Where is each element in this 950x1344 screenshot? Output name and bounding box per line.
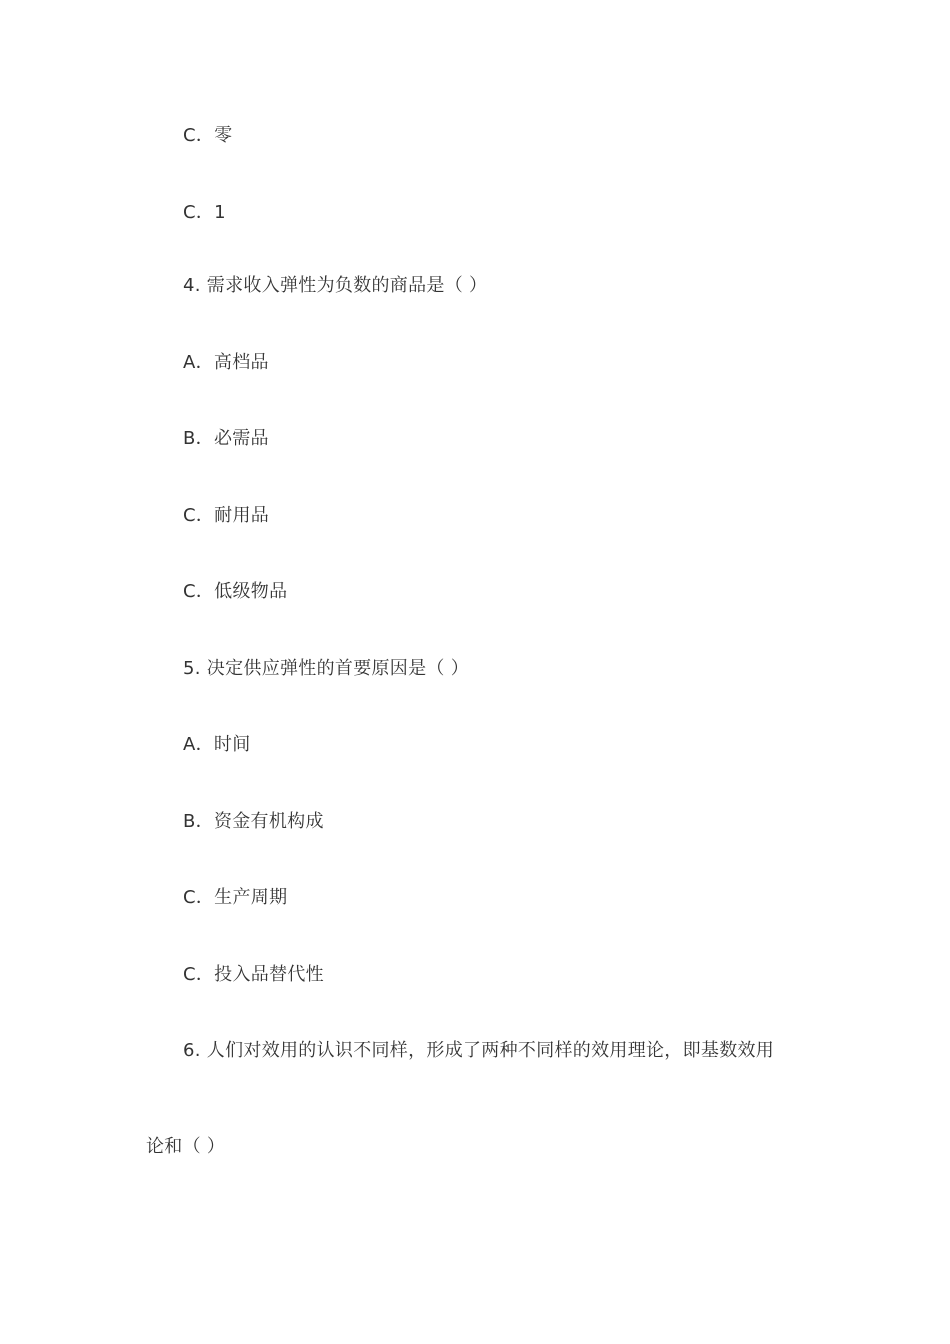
q4-option-c: C．耐用品 xyxy=(183,505,270,526)
option-c-zero: C．零 xyxy=(183,125,233,146)
q5-option-c: C．生产周期 xyxy=(183,887,288,908)
question-6: 6. 人们对效用的认识不同样，形成了两种不同样的效用理论，即基数效用 xyxy=(183,1040,775,1061)
question-5: 5. 决定供应弹性的首要原因是（ ） xyxy=(183,658,470,679)
q5-option-a: A．时间 xyxy=(183,734,251,755)
q4-option-b: B．必需品 xyxy=(183,428,269,449)
q4-option-c-2: C．低级物品 xyxy=(183,581,288,602)
q5-option-b: B．资金有机构成 xyxy=(183,811,324,832)
option-c-one: C．1 xyxy=(183,202,226,223)
question-6-continuation: 论和（ ） xyxy=(146,1136,226,1157)
q4-option-a: A．高档品 xyxy=(183,352,269,373)
q5-option-c-2: C．投入品替代性 xyxy=(183,964,324,985)
question-4: 4. 需求收入弹性为负数的商品是（ ） xyxy=(183,275,488,296)
